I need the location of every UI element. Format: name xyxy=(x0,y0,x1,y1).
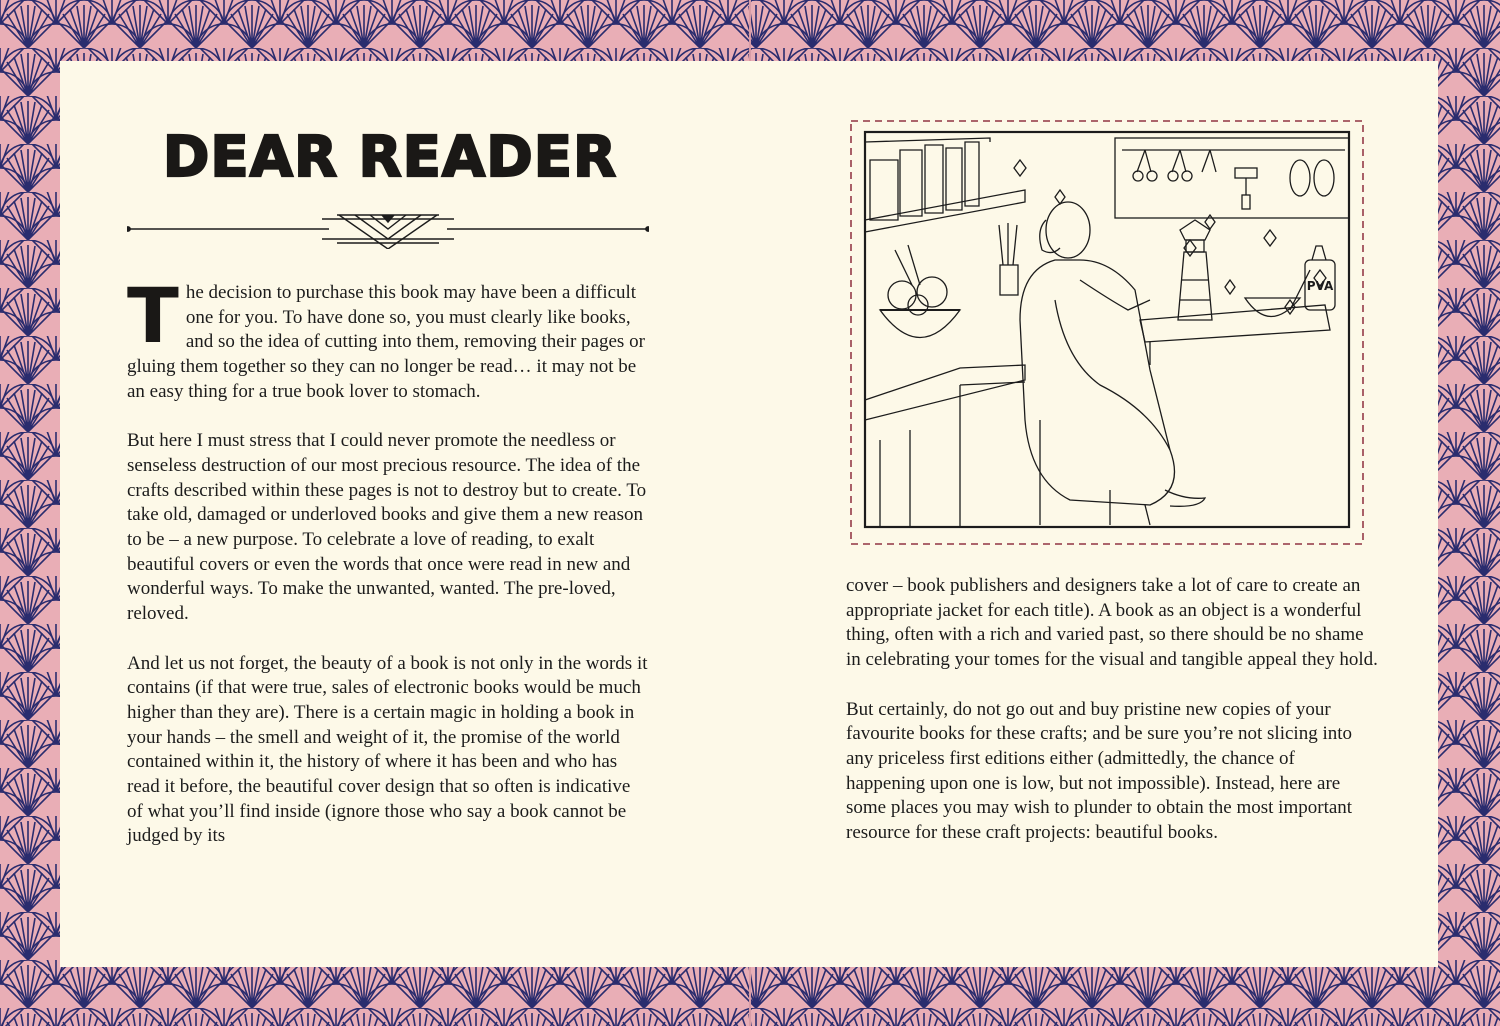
pva-glue-label: PVA xyxy=(1306,279,1334,293)
paragraph-beauty: And let us not forget, the beauty of a book is not only in the words it contains (if that were true, sales of electronic books would be much higher than they are). There is a certain magic in holding a book in your hands – the smell and weight of it, the promise of the world contained within it, the history of where it has been and who has read it before, the beautiful cover design that so often is indicative of what you’ll find inside (ignore those who say a book cannot be judged by its xyxy=(127,652,648,847)
paragraph-stress: But here I must stress that I could never promote the needless or senseless destruction of our most precious resource. The idea of the crafts described within these pages is not to destroy but to create. To take old, damaged or underloved books and give them a new reason to be – a new purpose. To celebrate a love of reading, to exalt beautiful covers or even the words that once were read in new and wonderful ways. To make the unwanted, wanted. The pre-loved, reloved. xyxy=(127,430,647,625)
paragraph-copies: But certainly, do not go out and buy pristine new copies of your favourite books for these crafts; and be sure you’re not slicing into any priceless first editions either (admittedly, the chance of happening upon one is low, but not impossible). Instead, here are some places you may wish to plunder to obtain the most important resource for these craft projects: beautiful books. xyxy=(846,698,1353,844)
right-column-text xyxy=(846,574,1378,870)
left-column-text xyxy=(127,271,649,874)
drop-cap: T xyxy=(127,271,179,360)
book-crafter-illustration xyxy=(850,120,1364,545)
paragraph-cover: cover – book publishers and designers take a lot of care to create an appropriate jacket for each title). A book as an object is a wonderful thing, often with a rich and varied past, so there should be no shame in celebrating your tomes for the visual and tangible appeal they hold. xyxy=(846,575,1378,671)
book-spread xyxy=(60,61,1438,967)
title-divider-ornament xyxy=(127,209,649,249)
paragraph-intro xyxy=(127,271,649,405)
paragraph-intro-text: he decision to purchase this book may have been a difficult one for you. To have done so, you must clearly like books, and so the idea of cutting into them, removing their pages or gluing them together so they can no longer be read… it may not be an easy thing for a true book lover to stomach. xyxy=(127,282,645,402)
page-title: DEAR READER xyxy=(162,125,618,190)
